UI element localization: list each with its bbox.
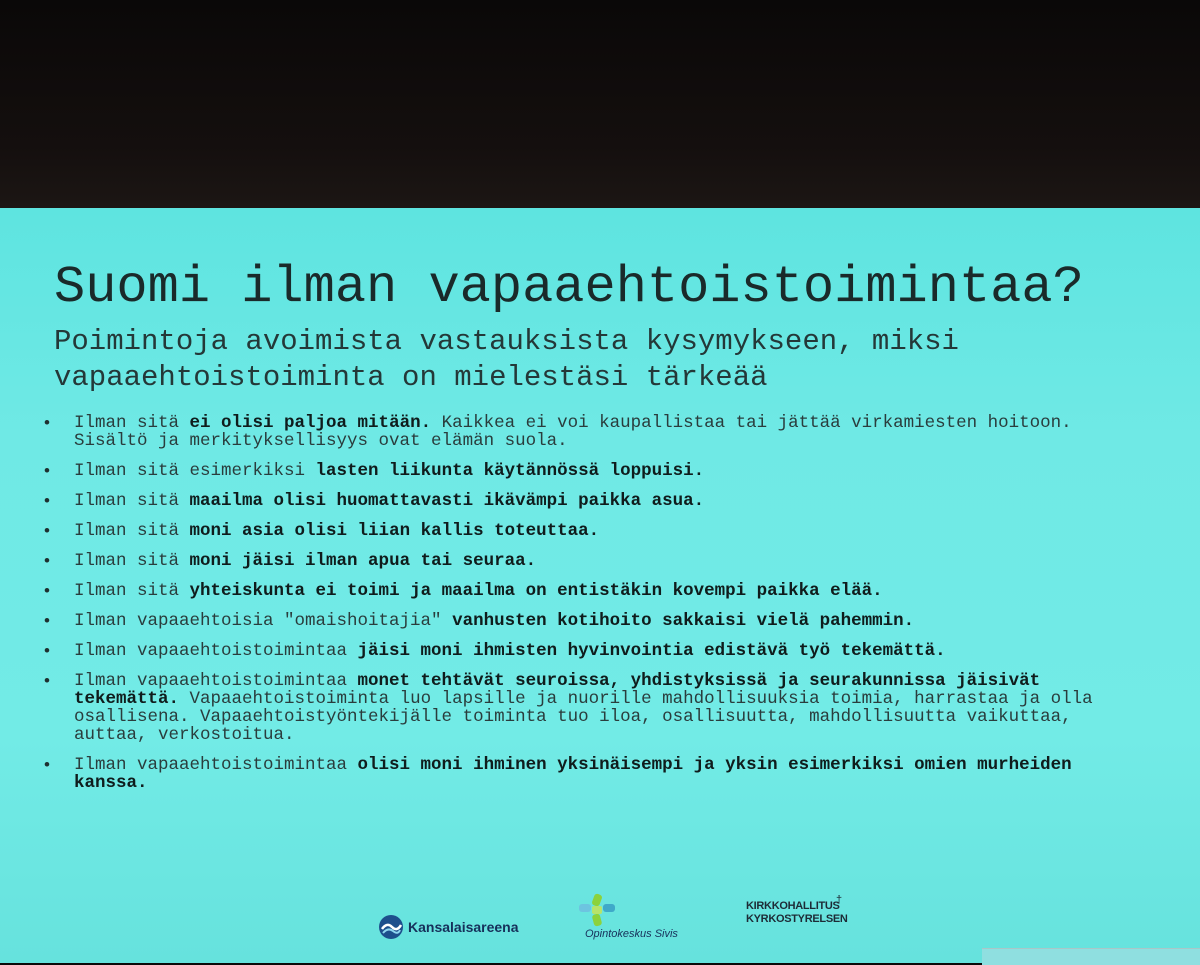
- bullet-dot-icon: •: [44, 551, 50, 570]
- screen-corner-edge: [982, 948, 1200, 965]
- kansalaisareena-wave-icon: [378, 914, 404, 940]
- bullet-text: Ilman sitä: [74, 551, 190, 571]
- bullet-bold-text: maailma olisi huomattavasti ikävämpi paikka asua.: [189, 491, 705, 511]
- bullet-item: [40, 552, 1150, 570]
- bullet-dot-icon: •: [44, 461, 50, 480]
- kansalaisareena-logo: [378, 914, 519, 940]
- sivis-flower-icon: [577, 892, 617, 930]
- bullet-item: [40, 612, 1150, 630]
- slide-subtitle: Poimintoja avoimista vastauksista kysymykseen, miksi vapaaehtoistoiminta on mielestäsi tärkeää: [54, 325, 959, 394]
- bullet-dot-icon: •: [44, 413, 50, 432]
- bullet-bold-text: olisi moni ihminen yksinäisempi ja yksin esimerkiksi omien murheiden kanssa.: [74, 755, 1072, 793]
- bullet-item: [40, 582, 1150, 600]
- bullet-text: Ilman sitä: [74, 491, 190, 511]
- bullet-item: [40, 492, 1150, 510]
- kirkkohallitus-logo: [746, 894, 856, 926]
- slide-title: Suomi ilman vapaaehtoistoimintaa?: [54, 258, 1084, 317]
- bullet-bold-text: vanhusten kotihoito sakkaisi vielä pahemmin.: [452, 611, 915, 631]
- kansalaisareena-text: Kansalaisareena: [408, 919, 519, 935]
- bullet-dot-icon: •: [44, 491, 50, 510]
- bullet-bold-text: moni asia olisi liian kallis toteuttaa.: [189, 521, 600, 541]
- bullet-item: [40, 756, 1150, 792]
- kirkkohallitus-line1: KIRKKOHALLITUS: [746, 900, 840, 912]
- bullet-text: Kaikkea ei voi kaupallistaa tai jättää virkamiesten hoitoon. Sisältö ja merkityksellisyys ovat elämän suola.: [74, 413, 1072, 451]
- bullet-bold-text: jäisi moni ihmisten hyvinvointia edistävä työ tekemättä.: [357, 641, 946, 661]
- bullet-dot-icon: •: [44, 521, 50, 540]
- bullet-dot-icon: •: [44, 581, 50, 600]
- bullet-item: [40, 672, 1150, 744]
- bullet-text: Ilman sitä: [74, 413, 190, 433]
- bullet-list: [40, 414, 1150, 804]
- opintokeskus-sivis-logo: [575, 894, 705, 944]
- bullet-bold-text: monet tehtävät seuroissa, yhdistyksissä ja seurakunnissa jäisivät tekemättä.: [74, 671, 1041, 709]
- bullet-item: [40, 462, 1150, 480]
- bullet-dot-icon: •: [44, 641, 50, 660]
- presentation-slide: [0, 208, 1200, 963]
- bullet-item: [40, 642, 1150, 660]
- bullet-bold-text: moni jäisi ilman apua tai seuraa.: [189, 551, 537, 571]
- bullet-dot-icon: •: [44, 611, 50, 630]
- bullet-text: Ilman sitä: [74, 581, 190, 601]
- bullet-text: Vapaaehtoistoiminta luo lapsille ja nuorille mahdollisuuksia toimia, harrastaa ja olla osallisena. Vapaaehtoistyöntekijälle toiminta tuo iloa, osallisuutta, mahdollisuutta vaikuttaa, auttaa, verkostoitua.: [74, 689, 1093, 745]
- dark-room-background: [0, 0, 1200, 208]
- bullet-text: Ilman vapaaehtoistoimintaa: [74, 755, 358, 775]
- bullet-text: Ilman vapaaehtoisia "omaishoitajia": [74, 611, 453, 631]
- bullet-dot-icon: •: [44, 755, 50, 774]
- bullet-text: Ilman sitä: [74, 521, 190, 541]
- bullet-text: Ilman vapaaehtoistoimintaa: [74, 641, 358, 661]
- bullet-text: Ilman vapaaehtoistoimintaa: [74, 671, 358, 691]
- bullet-text: Ilman sitä esimerkiksi: [74, 461, 316, 481]
- cross-icon: †: [836, 894, 843, 906]
- kirkkohallitus-line2: KYRKOSTYRELSEN: [746, 913, 848, 925]
- opintokeskus-text: Opintokeskus Sivis: [585, 928, 678, 940]
- bullet-bold-text: lasten liikunta käytännössä loppuisi.: [315, 461, 705, 481]
- bullet-item: [40, 522, 1150, 540]
- bullet-bold-text: yhteiskunta ei toimi ja maailma on entistäkin kovempi paikka elää.: [189, 581, 883, 601]
- bullet-bold-text: ei olisi paljoa mitään.: [189, 413, 432, 433]
- bullet-item: [40, 414, 1150, 450]
- bullet-dot-icon: •: [44, 671, 50, 690]
